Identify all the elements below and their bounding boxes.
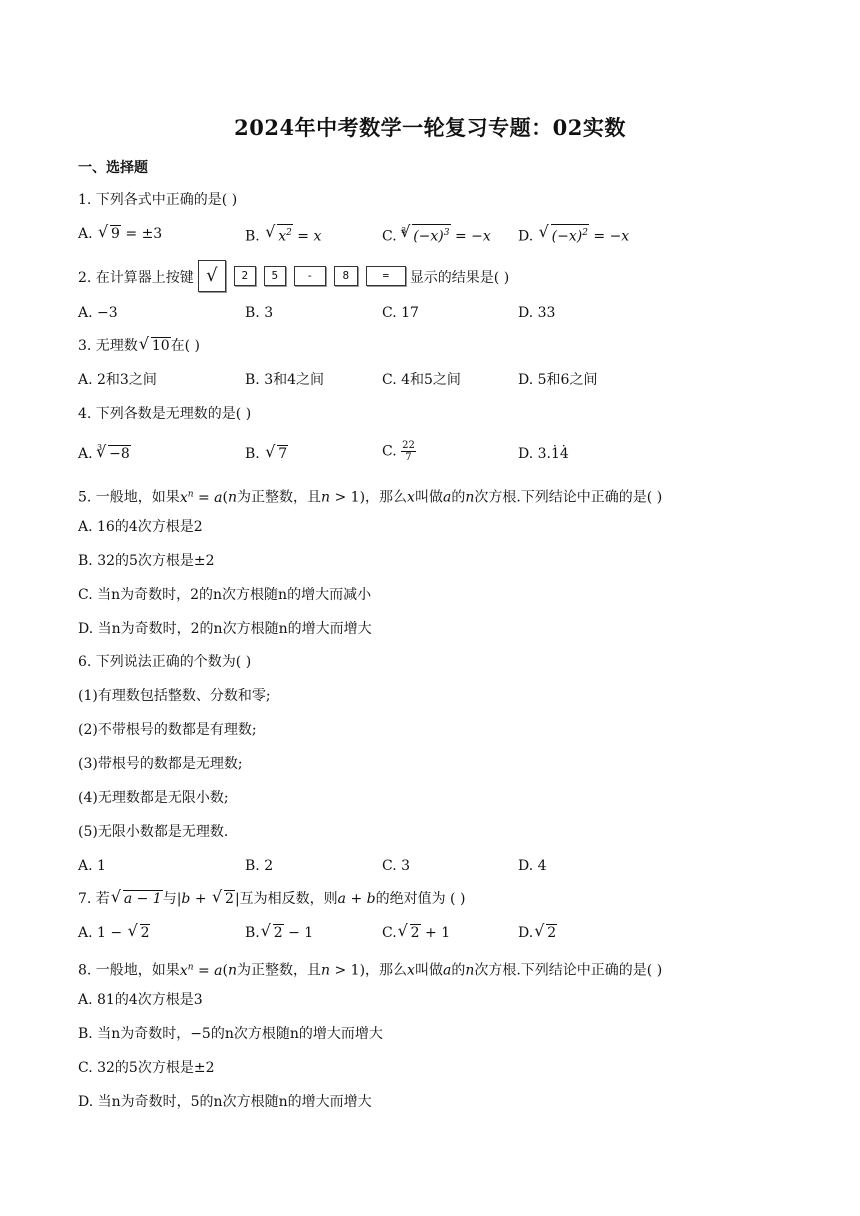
q6-option-c: C. 3 xyxy=(382,858,411,874)
q1-option-c: C. $^3$√ $(-x)^3 = -x$ xyxy=(382,224,491,249)
calculator-keys xyxy=(194,260,410,292)
stem-text: )，那么 xyxy=(359,489,408,506)
q5-option-a: A. 16的4次方根是2 xyxy=(78,519,203,535)
stem-text: 的 xyxy=(451,489,466,506)
q6-statement: (5)无限小数都是无理数. xyxy=(78,824,229,840)
decimal-part: 3. xyxy=(537,446,551,462)
radicand: 9 xyxy=(111,226,120,242)
question-7-stem: 7. 若√ a − 1与|b + √ 2|互为相反数，则a + b的绝对值为 ( ) xyxy=(78,889,465,909)
denominator: 7 xyxy=(405,452,412,463)
math-rest: = −x xyxy=(588,228,630,245)
stem-text: 次方根.下列结论中正确的是( ) xyxy=(474,489,663,506)
q3-option-b: B. 3和4之间 xyxy=(245,372,325,388)
q3-option-c: C. 4和5之间 xyxy=(382,372,461,388)
sqrt-expression xyxy=(140,336,171,356)
option-label: B. xyxy=(245,446,260,462)
stem-text: 为正整数，且 xyxy=(237,962,321,979)
option-label: B. xyxy=(245,925,260,941)
cube-root-expression: √ $(-x)^3$ xyxy=(401,224,450,247)
stem-text: 为正整数，且 xyxy=(237,489,321,506)
q5-option-b: B. 32的5次方根是±2 xyxy=(78,553,215,569)
stem-text: 5. 一般地，如果 xyxy=(78,489,180,506)
question-4-stem: 4. 下列各数是无理数的是( ) xyxy=(78,406,252,422)
key-equals: = xyxy=(366,266,406,286)
q6-option-d: D. 4 xyxy=(518,858,547,874)
q8-option-c: C. 32的5次方根是±2 xyxy=(78,1060,215,1076)
q6-statement: (2)不带根号的数都是有理数; xyxy=(78,722,257,738)
stem-text: ( xyxy=(222,489,228,506)
option-label: A. xyxy=(78,925,93,941)
q4-option-a: A. $^3$√ −8 xyxy=(78,444,131,466)
q7-option-d: D.√ 2 xyxy=(518,923,557,943)
sqrt-expression: √ $(-x)^2$ xyxy=(540,224,589,247)
option-label: B. xyxy=(245,228,260,245)
q2-option-c: C. 17 xyxy=(382,305,419,321)
q6-option-a: A. 1 xyxy=(78,858,106,874)
stem-text: 2. 在计算器上按键 xyxy=(78,270,194,286)
stem-text: 叫做 xyxy=(414,489,443,506)
stem-text: 叫做 xyxy=(414,962,443,979)
math-rest: = x xyxy=(292,228,322,245)
q1-option-d xyxy=(518,224,629,247)
stem-text: 8. 一般地，如果 xyxy=(78,962,180,979)
q5-option-d: D. 当n为奇数时，2的n次方根随n的增大而增大 xyxy=(78,621,372,637)
q6-statement: (1)有理数包括整数、分数和零; xyxy=(78,688,271,704)
fraction xyxy=(401,440,416,463)
q8-option-d: D. 当n为奇数时，5的n次方根随n的增大而增大 xyxy=(78,1094,372,1110)
section-heading: 一、选择题 xyxy=(78,160,148,176)
q1-option-a xyxy=(78,224,162,244)
sqrt-expression xyxy=(99,224,121,244)
stem-text: 与 xyxy=(162,891,177,907)
stem-text: 显示的结果是( ) xyxy=(409,270,510,286)
q4-option-d xyxy=(518,444,569,464)
radicand: −8 xyxy=(109,446,130,462)
q7-option-a: A. 1 − √ 2 xyxy=(78,923,150,943)
repeating-digit: 1 · xyxy=(551,446,560,462)
question-5-stem: 5. 一般地，如果$x^n = a(n$为正整数，且n > 1)，那么x叫做a的n次方根.下列结论中正确的是( ) xyxy=(78,489,663,506)
option-label: D. xyxy=(518,925,534,941)
question-2-stem xyxy=(78,262,509,294)
question-1-stem: 1. 下列各式中正确的是( ) xyxy=(78,192,238,208)
radicand: 10 xyxy=(151,338,170,354)
cube-root-expression xyxy=(97,444,131,464)
repeating-decimal xyxy=(538,446,569,462)
q7-option-b: B.√ 2 − 1 xyxy=(245,923,313,943)
question-6-stem: 6. 下列说法正确的个数为( ) xyxy=(78,654,252,670)
sqrt-expression xyxy=(266,444,288,464)
stem-text: 的绝对值为 ( ) xyxy=(375,891,466,907)
q3-option-a: A. 2和3之间 xyxy=(78,372,157,388)
option-label: C. xyxy=(382,443,397,460)
radicand: 7 xyxy=(278,446,288,462)
math-rest: = ±3 xyxy=(120,226,163,242)
stem-text: 次方根.下列结论中正确的是( ) xyxy=(474,962,663,979)
stem-text: 的 xyxy=(451,962,466,979)
sqrt-key: √ xyxy=(198,260,226,292)
q8-option-b: B. 当n为奇数时，−5的n次方根随n的增大而增大 xyxy=(78,1026,383,1042)
q4-option-b xyxy=(245,444,288,464)
q1-option-b xyxy=(245,224,321,247)
stem-text: 在( ) xyxy=(170,338,201,354)
repeating-digit: 4 · xyxy=(560,446,569,462)
sqrt-expression: √ 2 xyxy=(213,889,235,909)
math-rest: = −x xyxy=(450,228,491,245)
option-label: D. xyxy=(518,228,534,245)
q2-option-a: A. −3 xyxy=(78,305,118,321)
key-minus: - xyxy=(294,266,326,286)
option-label: A. xyxy=(78,226,93,242)
key-5: 5 xyxy=(264,266,286,286)
question-8-stem: 8. 一般地，如果$x^n = a(n$为正整数，且n > 1)，那么x叫做a的n次方根.下列结论中正确的是( ) xyxy=(78,962,663,979)
q6-statement: (3)带根号的数都是无理数; xyxy=(78,756,243,772)
stem-text: 7. 若 xyxy=(78,891,110,907)
numerator: 22 xyxy=(402,440,415,451)
q5-option-c: C. 当n为奇数时，2的n次方根随n的增大而减小 xyxy=(78,587,372,603)
q6-option-b: B. 2 xyxy=(245,858,274,874)
q6-statement: (4)无理数都是无限小数; xyxy=(78,790,229,806)
q4-option-c xyxy=(382,440,416,463)
stem-text: )，那么 xyxy=(359,962,408,979)
page-title: 2024年中考数学一轮复习专题：02实数 xyxy=(234,115,626,140)
question-3-stem xyxy=(78,336,200,356)
sqrt-expression: √ a − 1 xyxy=(112,889,163,909)
q3-option-d: D. 5和6之间 xyxy=(518,372,598,388)
option-label: D. xyxy=(518,446,534,462)
stem-text: 互为相反数，则 xyxy=(239,891,338,907)
option-label: C. xyxy=(382,925,397,941)
q2-option-d: D. 33 xyxy=(518,305,556,321)
q7-option-c: C.√ 2 + 1 xyxy=(382,923,450,943)
q2-option-b: B. 3 xyxy=(245,305,274,321)
option-label: C. xyxy=(382,228,397,245)
q8-option-a: A. 81的4次方根是3 xyxy=(78,992,203,1008)
option-label: A. xyxy=(78,446,93,462)
stem-text: 3. 无理数 xyxy=(78,338,138,354)
key-8: 8 xyxy=(334,266,358,286)
key-2: 2 xyxy=(234,266,256,286)
sqrt-expression: √ $x^2$ xyxy=(266,224,293,247)
